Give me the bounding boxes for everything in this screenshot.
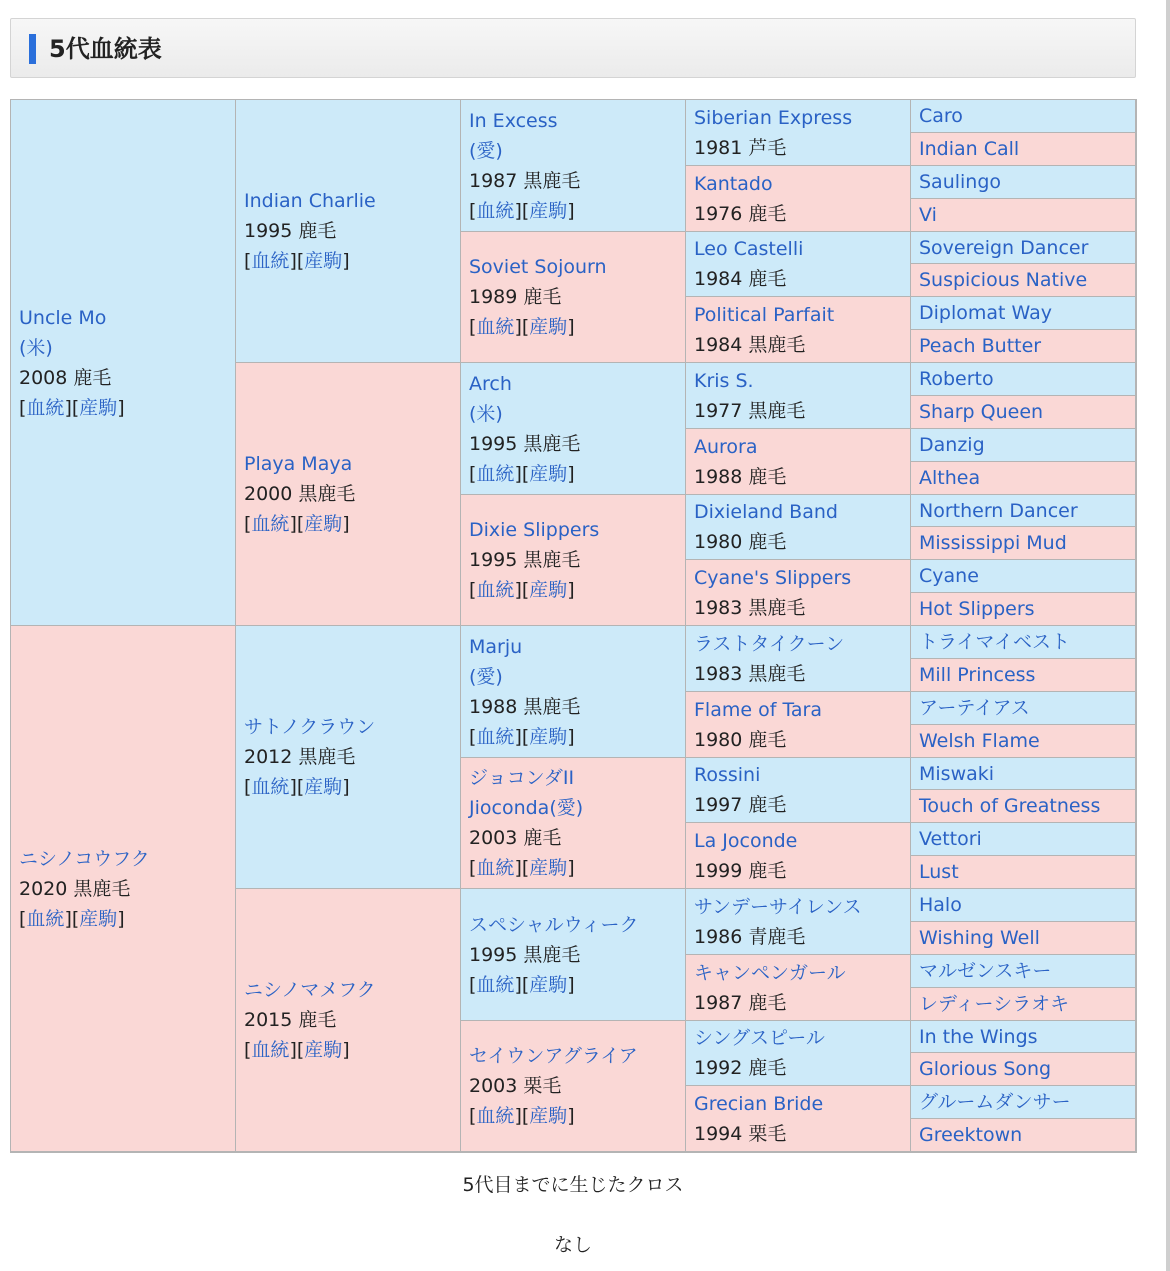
- pedigree-cell-gen3: [461, 232, 686, 363]
- pedigree-cell-gen4: [686, 758, 911, 823]
- horse-name-link[interactable]: Halo: [919, 894, 962, 916]
- horse-origin-link[interactable]: (米): [469, 402, 503, 425]
- pedigree-cell-gen4: [686, 297, 911, 363]
- horse-name-link[interactable]: ニシノマメフク: [244, 979, 376, 1001]
- pedigree-cell-gen3: [461, 758, 686, 889]
- pedigree-cell-gen2: [236, 626, 461, 889]
- horse-name-link[interactable]: Lust: [919, 861, 959, 883]
- horse-links: [血統][産駒]: [469, 1105, 575, 1127]
- horse-name-link[interactable]: レディーシラオキ: [919, 993, 1070, 1015]
- pedigree-cell-gen5: [911, 462, 1136, 495]
- horse-name-link[interactable]: Mississippi Mud: [919, 532, 1067, 554]
- horse-year-coat: 1987 鹿毛: [694, 991, 787, 1014]
- pedigree-cell-gen2: [236, 889, 461, 1152]
- horse-links: [血統][産駒]: [469, 462, 575, 485]
- horse-year-coat: 1977 黒鹿毛: [694, 399, 806, 422]
- offspring-link[interactable]: 産駒: [304, 513, 343, 535]
- horse-name-link[interactable]: Saulingo: [919, 171, 1002, 193]
- horse-origin-link[interactable]: Jioconda(愛): [469, 797, 584, 819]
- pedigree-cell-gen5: [911, 429, 1136, 462]
- horse-links: [血統][産駒]: [244, 513, 350, 535]
- horse-name-link[interactable]: Arch: [469, 372, 512, 395]
- horse-name-link[interactable]: セイウンアグライア: [469, 1045, 638, 1067]
- pedigree-cell-gen2: [236, 363, 461, 626]
- pedigree-cell-gen5: [911, 955, 1136, 988]
- horse-name-link[interactable]: トライマイベスト: [919, 631, 1071, 653]
- pedigree-cell-gen4: [686, 626, 911, 692]
- bloodline-link[interactable]: 血統: [26, 907, 65, 930]
- pedigree-cell-gen5: [911, 1086, 1136, 1119]
- horse-year-coat: 1999 鹿毛: [694, 859, 787, 882]
- horse-name-link[interactable]: La Joconde: [694, 829, 798, 852]
- pedigree-cell-gen5: [911, 856, 1136, 889]
- offspring-link[interactable]: 産駒: [529, 316, 568, 338]
- horse-year-coat: 2008 鹿毛: [19, 366, 112, 389]
- offspring-link[interactable]: 産駒: [529, 462, 568, 485]
- window-edge: [1166, 0, 1170, 1271]
- bloodline-link[interactable]: 血統: [251, 776, 290, 798]
- horse-name-link[interactable]: Cyane: [919, 565, 979, 587]
- pedigree-cell-gen4: [686, 1021, 911, 1086]
- horse-name-link[interactable]: Vettori: [919, 828, 982, 850]
- horse-name-link[interactable]: Northern Dancer: [919, 499, 1078, 522]
- pedigree-cell-gen5: [911, 495, 1136, 527]
- pedigree-cell-gen4: [686, 232, 911, 297]
- horse-name-link[interactable]: ジョコンダII: [469, 767, 575, 789]
- pedigree-cell-gen5: [911, 790, 1136, 823]
- horse-name-link[interactable]: Greektown: [919, 1124, 1023, 1146]
- pedigree-cell-gen3: [461, 100, 686, 232]
- bloodline-link[interactable]: 血統: [251, 250, 290, 272]
- horse-year-coat: 2000 黒鹿毛: [244, 483, 356, 505]
- horse-name-link[interactable]: Aurora: [694, 435, 758, 458]
- header-accent-bar: [29, 34, 36, 64]
- pedigree-cell-gen5: [911, 692, 1136, 725]
- horse-origin-link[interactable]: (愛): [469, 665, 503, 688]
- offspring-link[interactable]: 産駒: [304, 1039, 343, 1061]
- horse-links: [血統][産駒]: [19, 907, 125, 930]
- horse-name-link[interactable]: Soviet Sojourn: [469, 256, 607, 278]
- horse-name-link[interactable]: Althea: [919, 467, 981, 489]
- offspring-link[interactable]: 産駒: [304, 250, 343, 272]
- pedigree-cell-gen4: [686, 955, 911, 1021]
- horse-name-link[interactable]: スペシャルウィーク: [469, 913, 639, 936]
- horse-name-link[interactable]: Touch of Greatness: [919, 795, 1101, 817]
- section-title: 5代血統表: [49, 35, 162, 63]
- horse-name-link[interactable]: サンデーサイレンス: [694, 895, 862, 918]
- horse-year-coat: 1984 鹿毛: [694, 268, 787, 290]
- pedigree-cell-gen5: [911, 166, 1136, 199]
- horse-links: [血統][産駒]: [244, 250, 350, 272]
- horse-origin-link[interactable]: (愛): [469, 139, 503, 162]
- horse-name-link[interactable]: Vi: [919, 204, 937, 226]
- pedigree-cell-gen3: [461, 889, 686, 1021]
- offspring-link[interactable]: 産駒: [79, 396, 118, 419]
- offspring-link[interactable]: 産駒: [529, 1105, 568, 1127]
- pedigree-cell-gen1: [11, 100, 236, 626]
- pedigree-cell-gen4: [686, 495, 911, 560]
- horse-name-link[interactable]: Leo Castelli: [694, 238, 804, 260]
- pedigree-cell-gen4: [686, 1086, 911, 1152]
- offspring-link[interactable]: 産駒: [529, 725, 568, 748]
- horse-name-link[interactable]: Indian Charlie: [244, 190, 376, 212]
- pedigree-cell-gen5: [911, 560, 1136, 593]
- pedigree-cell-gen3: [461, 495, 686, 626]
- pedigree-cell-gen4: [686, 889, 911, 955]
- horse-name-link[interactable]: Roberto: [919, 368, 994, 390]
- horse-name-link[interactable]: Rossini: [694, 764, 761, 786]
- section-header: [10, 18, 1136, 78]
- horse-year-coat: 1997 鹿毛: [694, 794, 787, 816]
- pedigree-cell-gen4: [686, 100, 911, 166]
- offspring-link[interactable]: 産駒: [529, 973, 568, 996]
- horse-name-link[interactable]: Hot Slippers: [919, 598, 1035, 620]
- offspring-link[interactable]: 産駒: [79, 907, 118, 930]
- horse-name-link[interactable]: Dixie Slippers: [469, 519, 600, 541]
- pedigree-cell-gen3: [461, 363, 686, 495]
- pedigree-cell-gen1: [11, 626, 236, 1152]
- bloodline-link[interactable]: 血統: [476, 199, 515, 222]
- horse-name-link[interactable]: Miswaki: [919, 762, 995, 785]
- pedigree-cell-gen5: [911, 758, 1136, 790]
- horse-name-link[interactable]: Dixieland Band: [694, 501, 838, 523]
- pedigree-cell-gen4: [686, 166, 911, 232]
- pedigree-cell-gen5: [911, 396, 1136, 429]
- pedigree-cell-gen4: [686, 823, 911, 889]
- horse-year-coat: 2020 黒鹿毛: [19, 877, 131, 900]
- pedigree-cell-gen5: [911, 659, 1136, 692]
- horse-name-link[interactable]: Suspicious Native: [919, 269, 1088, 291]
- horse-name-link[interactable]: Wishing Well: [919, 927, 1040, 949]
- horse-year-coat: 1995 黒鹿毛: [469, 549, 581, 571]
- offspring-link[interactable]: 産駒: [529, 579, 568, 601]
- pedigree-cell-gen5: [911, 1053, 1136, 1086]
- pedigree-cell-gen5: [911, 527, 1136, 560]
- horse-name-link[interactable]: In the Wings: [919, 1025, 1038, 1048]
- horse-year-coat: 1994 栗毛: [694, 1122, 787, 1145]
- bloodline-link[interactable]: 血統: [26, 396, 65, 419]
- horse-name-link[interactable]: Marju: [469, 635, 523, 658]
- bloodline-link[interactable]: 血統: [476, 579, 515, 601]
- pedigree-cell-gen3: [461, 626, 686, 758]
- horse-year-coat: 1992 鹿毛: [694, 1057, 787, 1079]
- horse-year-coat: 2012 黒鹿毛: [244, 746, 356, 768]
- horse-links: [血統][産駒]: [469, 316, 575, 338]
- pedigree-cell-gen5: [911, 823, 1136, 856]
- horse-year-coat: 1983 黒鹿毛: [694, 596, 806, 619]
- bloodline-link[interactable]: 血統: [476, 462, 515, 485]
- horse-year-coat: 1995 鹿毛: [244, 220, 337, 242]
- horse-name-link[interactable]: キャンペンガール: [694, 961, 846, 984]
- horse-year-coat: 2015 鹿毛: [244, 1009, 337, 1031]
- horse-name-link[interactable]: ラストタイクーン: [694, 632, 845, 655]
- horse-name-link[interactable]: サトノクラウン: [244, 716, 376, 738]
- horse-name-link[interactable]: ニシノコウフク: [19, 847, 150, 870]
- horse-links: [血統][産駒]: [244, 1039, 350, 1061]
- horse-name-link[interactable]: Peach Butter: [919, 335, 1042, 357]
- horse-year-coat: 1995 黒鹿毛: [469, 943, 581, 966]
- horse-origin-link[interactable]: (米): [19, 336, 53, 359]
- horse-name-link[interactable]: Kantado: [694, 172, 773, 195]
- pedigree-cell-gen3: [461, 1021, 686, 1152]
- bloodline-link[interactable]: 血統: [251, 513, 290, 535]
- horse-links: [血統][産駒]: [469, 579, 575, 601]
- horse-name-link[interactable]: In Excess: [469, 109, 558, 132]
- pedigree-cell-gen5: [911, 199, 1136, 232]
- horse-name-link[interactable]: グルームダンサー: [919, 1091, 1071, 1113]
- cross-value: なし: [553, 1234, 592, 1256]
- horse-year-coat: 1983 黒鹿毛: [694, 662, 806, 685]
- horse-name-link[interactable]: アーテイアス: [919, 697, 1030, 719]
- pedigree-cell-gen5: [911, 593, 1136, 626]
- pedigree-cell-gen5: [911, 330, 1136, 363]
- horse-name-link[interactable]: Flame of Tara: [694, 698, 822, 721]
- horse-year-coat: 1987 黒鹿毛: [469, 169, 581, 192]
- horse-name-link[interactable]: Political Parfait: [694, 303, 835, 326]
- horse-year-coat: 1981 芦毛: [694, 136, 787, 159]
- horse-year-coat: 1980 鹿毛: [694, 728, 787, 751]
- horse-name-link[interactable]: Glorious Song: [919, 1058, 1052, 1080]
- horse-links: [血統][産駒]: [469, 725, 575, 748]
- bloodline-link[interactable]: 血統: [476, 725, 515, 748]
- horse-name-link[interactable]: Caro: [919, 105, 963, 127]
- pedigree-cell-gen5: [911, 264, 1136, 297]
- horse-name-link[interactable]: Diplomat Way: [919, 302, 1052, 324]
- pedigree-cell-gen5: [911, 133, 1136, 166]
- offspring-link[interactable]: 産駒: [529, 857, 568, 879]
- horse-year-coat: 1976 鹿毛: [694, 202, 787, 225]
- horse-name-link[interactable]: Indian Call: [919, 138, 1020, 160]
- pedigree-cell-gen4: [686, 692, 911, 758]
- pedigree-cell-gen5: [911, 626, 1136, 659]
- offspring-link[interactable]: 産駒: [304, 776, 343, 798]
- horse-name-link[interactable]: Sharp Queen: [919, 401, 1044, 423]
- horse-year-coat: 2003 鹿毛: [469, 827, 562, 849]
- bloodline-link[interactable]: 血統: [476, 1105, 515, 1127]
- horse-name-link[interactable]: Kris S.: [694, 369, 754, 392]
- horse-name-link[interactable]: Playa Maya: [244, 453, 353, 475]
- horse-year-coat: 1986 青鹿毛: [694, 925, 806, 948]
- horse-name-link[interactable]: Welsh Flame: [919, 730, 1040, 752]
- offspring-link[interactable]: 産駒: [529, 199, 568, 222]
- pedigree-cell-gen5: [911, 363, 1136, 396]
- pedigree-cell-gen5: [911, 922, 1136, 955]
- horse-links: [血統][産駒]: [469, 199, 575, 222]
- pedigree-cell-gen5: [911, 100, 1136, 133]
- pedigree-cell-gen5: [911, 1119, 1136, 1152]
- horse-name-link[interactable]: マルゼンスキー: [919, 960, 1052, 982]
- horse-year-coat: 2003 栗毛: [469, 1075, 562, 1097]
- pedigree-cell-gen5: [911, 1021, 1136, 1053]
- horse-name-link[interactable]: Sovereign Dancer: [919, 236, 1089, 259]
- pedigree-cell-gen4: [686, 560, 911, 626]
- horse-links: [血統][産駒]: [19, 396, 125, 419]
- bloodline-link[interactable]: 血統: [251, 1039, 290, 1061]
- horse-year-coat: 1988 鹿毛: [694, 465, 787, 488]
- bloodline-link[interactable]: 血統: [476, 857, 515, 879]
- horse-name-link[interactable]: Cyane's Slippers: [694, 566, 852, 589]
- horse-name-link[interactable]: Danzig: [919, 434, 985, 456]
- pedigree-cell-gen5: [911, 725, 1136, 758]
- pedigree-table: [10, 99, 1137, 1153]
- horse-year-coat: 1980 鹿毛: [694, 531, 787, 553]
- pedigree-cell-gen5: [911, 232, 1136, 264]
- horse-name-link[interactable]: Uncle Mo: [19, 306, 107, 329]
- horse-year-coat: 1989 鹿毛: [469, 286, 562, 308]
- pedigree-cell-gen4: [686, 429, 911, 495]
- pedigree-cell-gen5: [911, 297, 1136, 330]
- horse-year-coat: 1988 黒鹿毛: [469, 695, 581, 718]
- horse-name-link[interactable]: Mill Princess: [919, 664, 1036, 686]
- pedigree-cell-gen2: [236, 100, 461, 363]
- pedigree-cell-gen5: [911, 889, 1136, 922]
- horse-links: [血統][産駒]: [469, 973, 575, 996]
- horse-links: [血統][産駒]: [244, 776, 350, 798]
- pedigree-cell-gen5: [911, 988, 1136, 1021]
- horse-name-link[interactable]: シングスピール: [694, 1027, 825, 1049]
- bloodline-link[interactable]: 血統: [476, 316, 515, 338]
- pedigree-cell-gen4: [686, 363, 911, 429]
- horse-year-coat: 1984 黒鹿毛: [694, 333, 806, 356]
- horse-name-link[interactable]: Siberian Express: [694, 106, 853, 129]
- horse-year-coat: 1995 黒鹿毛: [469, 432, 581, 455]
- horse-name-link[interactable]: Grecian Bride: [694, 1092, 824, 1115]
- bloodline-link[interactable]: 血統: [476, 973, 515, 996]
- horse-links: [血統][産駒]: [469, 857, 575, 879]
- cross-heading: 5代目までに生じたクロス: [462, 1174, 684, 1196]
